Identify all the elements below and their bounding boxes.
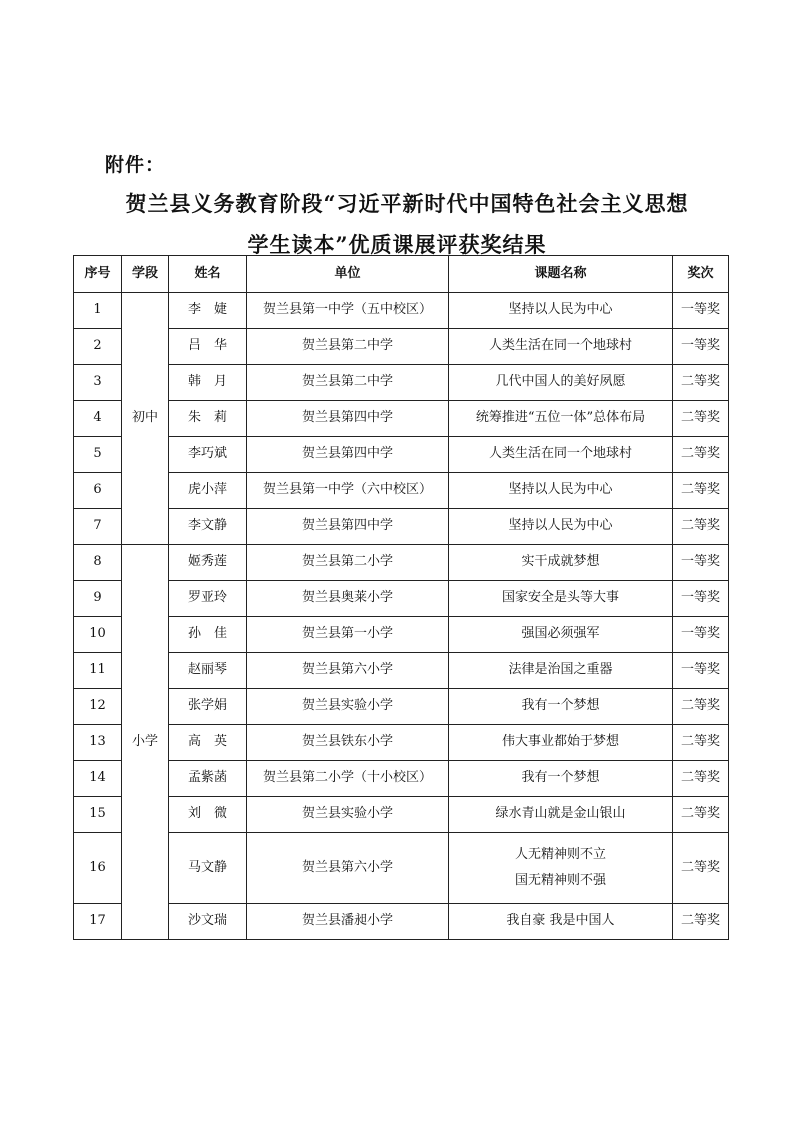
row-name: 孟紫菡 (169, 761, 247, 797)
table-row (74, 401, 729, 437)
row-topic-line-2: 国无精神则不强 (514, 873, 606, 888)
row-unit: 贺兰县第六小学 (247, 653, 449, 689)
table-row (74, 833, 729, 904)
row-index: 12 (74, 689, 122, 725)
table-row (74, 797, 729, 833)
row-name: 赵丽琴 (169, 653, 247, 689)
row-name: 韩 月 (169, 365, 247, 401)
row-index: 1 (74, 293, 122, 329)
row-unit: 贺兰县实验小学 (247, 797, 449, 833)
row-index: 2 (74, 329, 122, 365)
row-topic: 我自豪 我是中国人 (449, 904, 673, 940)
row-topic: 几代中国人的美好夙愿 (449, 365, 673, 401)
row-index: 6 (74, 473, 122, 509)
header-stage: 学段 (122, 256, 169, 293)
row-topic: 实干成就梦想 (449, 545, 673, 581)
row-unit: 贺兰县铁东小学 (247, 725, 449, 761)
table-row (74, 725, 729, 761)
row-award: 二等奖 (673, 904, 729, 940)
row-unit: 贺兰县奥莱小学 (247, 581, 449, 617)
row-name: 李巧斌 (169, 437, 247, 473)
row-topic: 我有一个梦想 (449, 761, 673, 797)
row-topic-line-1: 人无精神则不立 (514, 846, 606, 862)
row-index: 8 (74, 545, 122, 581)
table-row (74, 581, 729, 617)
row-unit: 贺兰县第四中学 (247, 437, 449, 473)
row-name: 孙 佳 (169, 617, 247, 653)
row-unit: 贺兰县第一小学 (247, 617, 449, 653)
row-award: 一等奖 (673, 293, 729, 329)
row-name: 马文静 (169, 833, 247, 904)
row-award: 一等奖 (673, 581, 729, 617)
table-row (74, 293, 729, 329)
row-index: 9 (74, 581, 122, 617)
attachment-label: 附件： (105, 154, 166, 176)
table-row (74, 617, 729, 653)
row-index: 3 (74, 365, 122, 401)
table-row (74, 904, 729, 940)
row-unit: 贺兰县第二小学（十小校区） (247, 761, 449, 797)
table-row (74, 437, 729, 473)
row-award: 一等奖 (673, 545, 729, 581)
table-header-row (74, 256, 729, 293)
row-unit: 贺兰县第二中学 (247, 329, 449, 365)
row-topic: 我有一个梦想 (449, 689, 673, 725)
row-award: 二等奖 (673, 761, 729, 797)
row-index: 17 (74, 904, 122, 940)
table-row (74, 365, 729, 401)
header-unit: 单位 (247, 256, 449, 293)
awards-table (73, 255, 729, 940)
table-row (74, 653, 729, 689)
row-unit: 贺兰县第二小学 (247, 545, 449, 581)
row-index: 16 (74, 833, 122, 904)
row-topic: 国家安全是头等大事 (449, 581, 673, 617)
row-index: 15 (74, 797, 122, 833)
row-index: 11 (74, 653, 122, 689)
row-award: 二等奖 (673, 473, 729, 509)
table-row (74, 689, 729, 725)
row-topic (449, 833, 673, 904)
row-topic: 坚持以人民为中心 (449, 509, 673, 545)
table-body (74, 293, 729, 940)
row-stage: 初中 (122, 293, 169, 545)
row-topic: 人类生活在同一个地球村 (449, 437, 673, 473)
row-index: 14 (74, 761, 122, 797)
row-topic: 统筹推进“五位一体”总体布局 (449, 401, 673, 437)
row-award: 二等奖 (673, 797, 729, 833)
header-name: 姓名 (169, 256, 247, 293)
document-title-line-2: 学生读本”优质课展评获奖结果 (247, 232, 547, 257)
row-award: 二等奖 (673, 365, 729, 401)
row-award: 一等奖 (673, 329, 729, 365)
table-row (74, 545, 729, 581)
row-name: 高 英 (169, 725, 247, 761)
row-stage: 小学 (122, 545, 169, 940)
row-topic: 人类生活在同一个地球村 (449, 329, 673, 365)
row-award: 二等奖 (673, 509, 729, 545)
row-award: 二等奖 (673, 689, 729, 725)
row-award: 二等奖 (673, 401, 729, 437)
row-award: 二等奖 (673, 833, 729, 904)
row-name: 李文静 (169, 509, 247, 545)
table-row (74, 329, 729, 365)
table-row (74, 509, 729, 545)
row-topic: 绿水青山就是金山银山 (449, 797, 673, 833)
row-name: 张学娟 (169, 689, 247, 725)
row-unit: 贺兰县潘昶小学 (247, 904, 449, 940)
row-name: 虎小萍 (169, 473, 247, 509)
row-unit: 贺兰县第四中学 (247, 509, 449, 545)
row-name: 罗亚玲 (169, 581, 247, 617)
row-name: 沙文瑞 (169, 904, 247, 940)
header-topic: 课题名称 (449, 256, 673, 293)
row-name: 吕 华 (169, 329, 247, 365)
row-index: 7 (74, 509, 122, 545)
row-index: 5 (74, 437, 122, 473)
row-name: 朱 莉 (169, 401, 247, 437)
row-index: 13 (74, 725, 122, 761)
row-name: 刘 微 (169, 797, 247, 833)
row-unit: 贺兰县第一中学（六中校区） (247, 473, 449, 509)
row-unit: 贺兰县实验小学 (247, 689, 449, 725)
row-unit: 贺兰县第一中学（五中校区） (247, 293, 449, 329)
row-award: 二等奖 (673, 725, 729, 761)
row-unit: 贺兰县第四中学 (247, 401, 449, 437)
row-name: 姬秀莲 (169, 545, 247, 581)
row-unit: 贺兰县第二中学 (247, 365, 449, 401)
row-index: 4 (74, 401, 122, 437)
row-award: 二等奖 (673, 437, 729, 473)
row-unit: 贺兰县第六小学 (247, 833, 449, 904)
row-topic: 法律是治国之重器 (449, 653, 673, 689)
row-topic: 伟大事业都始于梦想 (449, 725, 673, 761)
row-index: 10 (74, 617, 122, 653)
header-index: 序号 (74, 256, 122, 293)
row-topic: 强国必须强军 (449, 617, 673, 653)
row-topic: 坚持以人民为中心 (449, 293, 673, 329)
table-row (74, 473, 729, 509)
row-topic: 坚持以人民为中心 (449, 473, 673, 509)
table-row (74, 761, 729, 797)
document-title-line-1: 贺兰县义务教育阶段“习近平新时代中国特色社会主义思想 (125, 191, 689, 216)
row-award: 一等奖 (673, 653, 729, 689)
row-award: 一等奖 (673, 617, 729, 653)
header-award: 奖次 (673, 256, 729, 293)
row-name: 李 婕 (169, 293, 247, 329)
